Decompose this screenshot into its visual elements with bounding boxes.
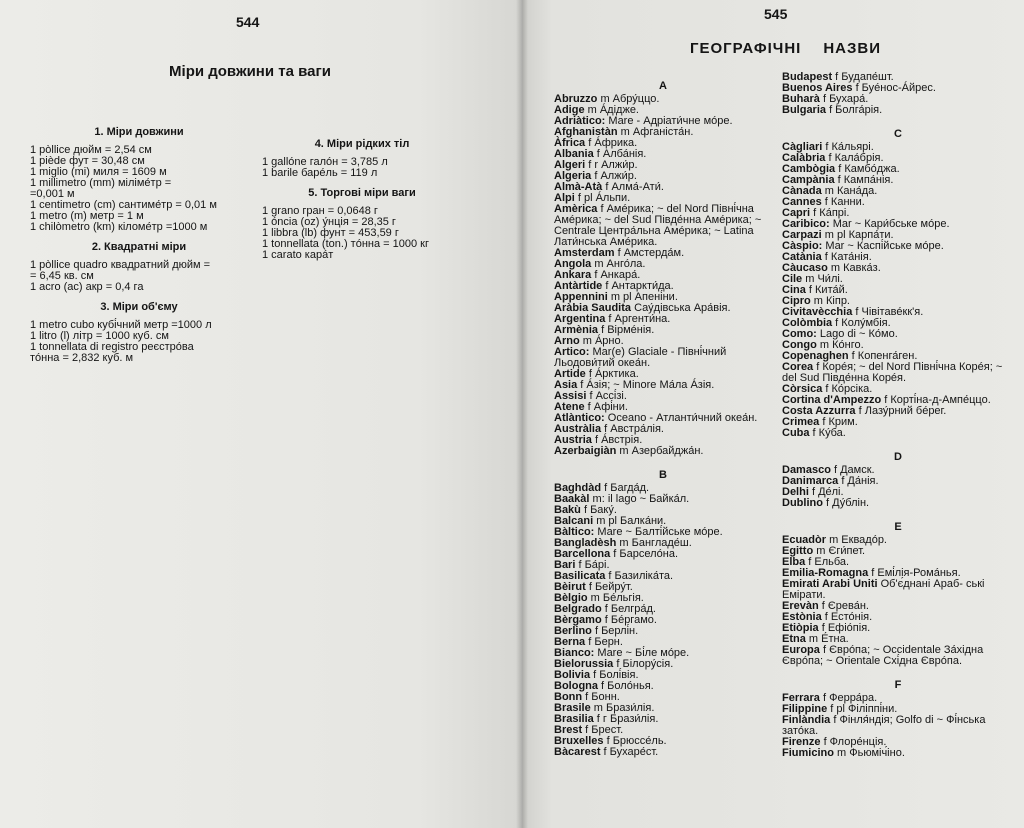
- group-spacer: [554, 758, 772, 768]
- entry-translation: f Ферра́ра.: [819, 692, 878, 704]
- entry-headword: Azerbaigiàn: [554, 445, 617, 457]
- entry-translation: m Кавка́з.: [827, 262, 881, 274]
- entry-translation: f Канни.: [821, 196, 865, 208]
- measure-line: 1 metro cubo кубі́чний метр =1000 л: [30, 319, 212, 331]
- entry-headword: Basilicata: [554, 570, 606, 582]
- entry-headword: Bèirut: [554, 581, 586, 593]
- entry-translation: m Абру́ццо.: [597, 93, 660, 105]
- group-spacer: [782, 116, 1014, 126]
- letter-heading: A: [659, 80, 667, 92]
- entry-headword: Elba: [782, 556, 806, 568]
- entry-translation: f Ка́прі.: [810, 207, 850, 219]
- group-spacer: [782, 759, 1014, 769]
- entry-headword: Emirati Arabi Uniti: [782, 578, 878, 590]
- entry-translation: f Дамск.: [830, 464, 875, 476]
- entry-headword: Catània: [782, 251, 822, 263]
- measure-line: 1 grano гран = 0,0648 г: [262, 205, 378, 217]
- entry-translation: Сау́дівська Ара́вія.: [631, 302, 731, 314]
- entry-headword: Adige: [554, 104, 585, 116]
- entry-headword: Armènia: [554, 324, 599, 336]
- measure-line: 1 chilòmetro (km) кіломе́тр =1000 м: [30, 221, 208, 233]
- book-gutter: [516, 0, 528, 828]
- measure-section: [30, 242, 248, 293]
- entry-headword: Berlino: [554, 625, 592, 637]
- entry-translation: f Базиліка́та.: [605, 570, 674, 582]
- entry-headword: Colòmbia: [782, 317, 833, 329]
- entry-headword: Arno: [554, 335, 580, 347]
- entry-headword: Belgrado: [554, 603, 602, 615]
- entry-headword: Cuba: [782, 427, 810, 439]
- entry-translation: f Корті́на-д-Ампе́ццо.: [881, 394, 991, 406]
- entry-headword: Appennini: [554, 291, 608, 303]
- entry-headword: Europa: [782, 644, 820, 656]
- entry-headword: Ankara: [554, 269, 592, 281]
- measure-line: =0,001 м: [30, 188, 75, 200]
- entry-headword: Estònia: [782, 611, 822, 623]
- entry-translation: Mar ~ Каспі́йське мóре.: [822, 240, 944, 252]
- entry-translation: f Де́лі.: [808, 486, 844, 498]
- entry-headword: Argentina: [554, 313, 606, 325]
- entry-headword: Crimea: [782, 416, 820, 428]
- entry-headword: Caribico:: [782, 218, 830, 230]
- entry-translation: m Анго́ла.: [591, 258, 646, 270]
- entry-translation: Mar(e) Glaciale - Півні́чний Льодови́тий океа́н.: [554, 346, 727, 369]
- entry-headword: Egitto: [782, 545, 814, 557]
- entry-translation: f Болі́вія.: [590, 669, 639, 681]
- entry-headword: Cina: [782, 284, 806, 296]
- entry-translation: f Бухара́.: [819, 93, 869, 105]
- entry-translation: m pl Карпа́ти.: [821, 229, 894, 241]
- entry-translation: f Брюссе́ль.: [603, 735, 667, 747]
- entry-translation: f Копенга́ген.: [848, 350, 918, 362]
- entry-headword: Etiòpia: [782, 622, 819, 634]
- dictionary-entry: [782, 579, 1014, 601]
- entry-translation: f г Брази́лія.: [593, 713, 659, 725]
- entry-translation: m Чи́лі.: [802, 273, 843, 285]
- measure-line: 1 gallóne галóн = 3,785 л: [262, 156, 388, 168]
- entry-translation: f Ассі́зі.: [586, 390, 627, 402]
- group-spacer: [782, 439, 1014, 449]
- entry-translation: f Амéрика; ~ del Nord Півні́чна Амéрика; ~ del Sud Півде́нна Амéрика; ~ Centrale Центра́льна Амéрика; ~ Latina Лати́нська Амéрика.: [554, 203, 762, 248]
- entry-translation: f Багда́д.: [601, 482, 650, 494]
- measure-line: 1 litro (l) літр = 1000 куб. см: [30, 330, 169, 342]
- measure-line: тóнна = 2,832 куб. м: [30, 352, 134, 364]
- measure-line: 1 tonnellata di registro реєстрóва: [30, 341, 194, 353]
- dictionary-entry: [782, 362, 1014, 384]
- measure-line: 1 piède фут = 30,48 см: [30, 155, 145, 167]
- entry-headword: Budapest: [782, 71, 833, 83]
- entry-headword: Amsterdam: [554, 247, 615, 259]
- entry-headword: Bàcarest: [554, 746, 601, 758]
- letter-heading: D: [894, 451, 902, 463]
- entry-translation: Mare - Адріати́чне мóре.: [605, 115, 733, 127]
- measure-section: [262, 188, 462, 261]
- dictionary-entry: [782, 645, 1014, 667]
- measure-line: 1 libbra (lb) фунт = 453,59 г: [262, 227, 399, 239]
- entry-translation: f Берн.: [585, 636, 623, 648]
- measure-line: = 6,45 кв. см: [30, 270, 94, 282]
- entry-translation: m Єги́пет.: [813, 545, 866, 557]
- entry-translation: f Белгра́д.: [601, 603, 656, 615]
- entry-headword: Fiumicino: [782, 747, 834, 759]
- entry-translation: m pl Балка́ни.: [593, 515, 667, 527]
- entry-headword: Almà-Atà: [554, 181, 603, 193]
- entry-translation: f Кита́й.: [805, 284, 848, 296]
- entry-headword: Cortina d'Ampezzo: [782, 394, 882, 406]
- measures-column-1: [30, 127, 248, 373]
- entry-headword: Antàrtide: [554, 280, 603, 292]
- entry-translation: m: il lago ~ Байка́л.: [589, 493, 690, 505]
- section-heading: 2. Квадратні міри: [91, 241, 187, 253]
- entry-translation: m pl Апені́ни.: [607, 291, 678, 303]
- entry-headword: Brasile: [554, 702, 591, 714]
- entry-headword: Bolivia: [554, 669, 591, 681]
- entry-headword: Etna: [782, 633, 806, 645]
- entry-translation: f Флоре́нція.: [820, 736, 887, 748]
- entry-translation: f Корéя; ~ del Nord Півні́чна Корéя; ~ del Sud Півде́нна Корéя.: [782, 361, 1003, 384]
- dictionary-entry: [782, 748, 1014, 759]
- entry-translation: f Бонн.: [582, 691, 620, 703]
- entry-translation: f Крим.: [819, 416, 858, 428]
- entry-headword: Cannes: [782, 196, 822, 208]
- entry-translation: f Лазу́рний бéрег.: [855, 405, 947, 417]
- entry-translation: f Фінля́ндія; Golfo di ~ Фі́нська зато́ка.: [782, 714, 986, 737]
- entry-translation: f Чівітавéкк'я.: [852, 306, 924, 318]
- section-heading: 4. Міри рідких тіл: [314, 138, 410, 150]
- entry-translation: m Еквадо́р.: [826, 534, 887, 546]
- entry-translation: f Ба́рі.: [575, 559, 610, 571]
- entry-translation: f Áзія; ~ Minore Ма́ла Áзія.: [577, 379, 715, 391]
- entry-translation: m Кана́да.: [821, 185, 878, 197]
- entry-translation: f Áвстрія.: [591, 434, 643, 446]
- entry-headword: Brasilia: [554, 713, 594, 725]
- entry-headword: Cipro: [782, 295, 811, 307]
- entry-translation: m Áдідже.: [584, 104, 639, 116]
- measure-line: 1 metro (m) метр = 1 м: [30, 210, 144, 222]
- entry-headword: Albania: [554, 148, 594, 160]
- entry-translation: f Будапе́шт.: [832, 71, 894, 83]
- entry-translation: f Да́нія.: [838, 475, 879, 487]
- entry-headword: Algeria: [554, 170, 592, 182]
- entry-translation: f Колу́мбія.: [832, 317, 891, 329]
- entry-headword: Balcani: [554, 515, 594, 527]
- measure-section: [30, 127, 248, 233]
- measure-line: 1 tonnellata (ton.) тóнна = 1000 кг: [262, 238, 429, 250]
- entry-translation: f Áрктика.: [585, 368, 639, 380]
- entry-translation: f Амстерда́м.: [614, 247, 685, 259]
- entry-translation: m Бангладе́ш.: [616, 537, 692, 549]
- entry-headword: Artico:: [554, 346, 590, 358]
- entry-translation: f Білору́сія.: [613, 658, 674, 670]
- entry-headword: Damasco: [782, 464, 831, 476]
- entry-headword: Como:: [782, 328, 817, 340]
- entry-translation: f Болга́рія.: [826, 104, 883, 116]
- entry-headword: Baghdàd: [554, 482, 602, 494]
- entry-headword: Cambògia: [782, 163, 836, 175]
- entry-translation: f Ду́блін.: [822, 497, 870, 509]
- entry-translation: f Вірмéнія.: [598, 324, 655, 336]
- entry-headword: Bakù: [554, 504, 581, 516]
- entry-headword: Baakàl: [554, 493, 590, 505]
- entry-translation: f Бухаре́ст.: [600, 746, 659, 758]
- entry-headword: Ferrara: [782, 692, 820, 704]
- entry-translation: m Бéльгія.: [587, 592, 644, 604]
- right-page: [522, 0, 1024, 828]
- group-spacer: [782, 667, 1014, 677]
- entry-translation: f Бéргамо.: [601, 614, 657, 626]
- entry-translation: Oceano - Атланти́чний океа́н.: [604, 412, 758, 424]
- entry-translation: m Брази́лія.: [590, 702, 655, 714]
- entry-translation: f Берлі́н.: [591, 625, 639, 637]
- entry-headword: Bologna: [554, 680, 598, 692]
- entry-translation: f Єврóпа; ~ Occidentale За́хідна Єврóпа; ~ Orientale Схі́дна Єврóпа.: [782, 644, 984, 667]
- section-heading: 5. Торгові міри ваги: [308, 187, 416, 199]
- measure-line: 1 óncia (oz) у́нція = 28,35 г: [262, 216, 396, 228]
- entry-headword: Càgliari: [782, 141, 823, 153]
- entry-headword: Emilia-Romagna: [782, 567, 869, 579]
- entry-headword: Bangladèsh: [554, 537, 617, 549]
- entry-headword: Buenos Aires: [782, 82, 853, 94]
- measure-line: 1 millimetro (mm) міліме́тр =: [30, 177, 172, 189]
- entry-translation: f Алба́нія.: [593, 148, 647, 160]
- entry-headword: Carpazi: [782, 229, 822, 241]
- entry-translation: f pl Філіппі́ни.: [827, 703, 898, 715]
- entry-headword: Adriàtico:: [554, 115, 606, 127]
- entry-headword: Algeri: [554, 159, 586, 171]
- entry-headword: Barcellona: [554, 548, 611, 560]
- entry-translation: f Есто́нія.: [821, 611, 873, 623]
- entry-translation: f r Алжи́р.: [585, 159, 638, 171]
- entry-headword: Cànada: [782, 185, 822, 197]
- entry-translation: f Антаркти́да.: [602, 280, 674, 292]
- entry-headword: Dublino: [782, 497, 823, 509]
- entry-headword: Artide: [554, 368, 586, 380]
- entry-headword: Abruzzo: [554, 93, 598, 105]
- dictionary-entry: [554, 347, 772, 369]
- measure-section: [262, 139, 462, 179]
- entry-translation: f Камбо́джа.: [835, 163, 900, 175]
- entry-translation: f Ефіо́пія.: [818, 622, 871, 634]
- entry-headword: Asia: [554, 379, 578, 391]
- entry-translation: f Алжи́р.: [591, 170, 637, 182]
- left-page-title: Міри довжини та ваги: [169, 63, 331, 80]
- dictionary-entry: [782, 498, 1014, 509]
- measure-line: 1 barile барéль = 119 л: [262, 167, 378, 179]
- entry-translation: m Áрно.: [579, 335, 624, 347]
- entry-translation: f Кала́брія.: [825, 152, 884, 164]
- entry-headword: Cile: [782, 273, 803, 285]
- entry-headword: Aràbia Saudita: [554, 302, 632, 314]
- entry-headword: Amèrica: [554, 203, 598, 215]
- entry-headword: Filippine: [782, 703, 828, 715]
- geo-column-1: [554, 78, 772, 768]
- entry-headword: Danimarca: [782, 475, 839, 487]
- measure-line: 1 pòllice quadro квадратний дюйм =: [30, 259, 211, 271]
- entry-translation: m Ко́нго.: [816, 339, 864, 351]
- entry-headword: Còrsica: [782, 383, 823, 395]
- entry-headword: Costa Azzurra: [782, 405, 856, 417]
- entry-headword: Afghanistàn: [554, 126, 618, 138]
- entry-headword: Bàltico:: [554, 526, 595, 538]
- entry-headword: Bulgaria: [782, 104, 827, 116]
- entry-headword: Copenaghen: [782, 350, 849, 362]
- measure-line: 1 miglio (mi) миля = 1609 м: [30, 166, 167, 178]
- entry-translation: f Áфрика.: [585, 137, 638, 149]
- measures-column-2: [262, 139, 462, 270]
- entry-headword: Firenze: [782, 736, 821, 748]
- entry-headword: Finlàndia: [782, 714, 831, 726]
- dictionary-entry: [554, 204, 772, 248]
- entry-translation: f Ко́рсіка.: [822, 383, 873, 395]
- letter-heading: B: [659, 469, 667, 481]
- entry-translation: f Алма́-Ати́.: [602, 181, 664, 193]
- entry-headword: Càspio:: [782, 240, 823, 252]
- entry-headword: Bielorussia: [554, 658, 614, 670]
- left-page-number: 544: [236, 14, 260, 30]
- entry-translation: f Афі́ни.: [584, 401, 628, 413]
- entry-translation: f Ката́нія.: [821, 251, 872, 263]
- right-page-title: [690, 40, 881, 57]
- entry-translation: f Бейру́т.: [585, 581, 633, 593]
- entry-headword: Angola: [554, 258, 592, 270]
- letter-heading: F: [894, 679, 902, 691]
- entry-translation: Mare ~ Бі́ле мóре.: [594, 647, 690, 659]
- group-spacer: [554, 457, 772, 467]
- dictionary-entry: [782, 105, 1014, 116]
- entry-headword: Erevàn: [782, 600, 819, 612]
- letter-heading: C: [894, 128, 902, 140]
- entry-headword: Corea: [782, 361, 814, 373]
- entry-translation: f Австра́лія.: [601, 423, 664, 435]
- entry-translation: f Барсело́на.: [610, 548, 679, 560]
- entry-translation: m Азербайджа́н.: [616, 445, 704, 457]
- entry-translation: m Афганіста́н.: [617, 126, 694, 138]
- entry-translation: f Ку́ба.: [809, 427, 846, 439]
- title-word-1: ГЕОГРАФІЧНІ: [690, 40, 802, 57]
- letter-heading: E: [894, 521, 902, 533]
- entry-headword: Bruxelles: [554, 735, 604, 747]
- geo-column-2: [782, 72, 1014, 769]
- entry-headword: Bonn: [554, 691, 583, 703]
- entry-translation: Lago di ~ Ко́мо.: [816, 328, 898, 340]
- entry-translation: m Кіпр.: [810, 295, 850, 307]
- entry-headword: Delhi: [782, 486, 809, 498]
- entry-headword: Ecuadòr: [782, 534, 827, 546]
- entry-headword: Austràlia: [554, 423, 602, 435]
- entry-headword: Congo: [782, 339, 817, 351]
- entry-headword: Bari: [554, 559, 576, 571]
- entry-headword: Assisi: [554, 390, 587, 402]
- entry-headword: Bèrgamo: [554, 614, 602, 626]
- entry-translation: f Єрева́н.: [818, 600, 869, 612]
- entry-translation: f Буéнос-Áйрес.: [852, 82, 936, 94]
- entry-headword: Buharà: [782, 93, 820, 105]
- entry-headword: Atene: [554, 401, 585, 413]
- entry-headword: Bianco:: [554, 647, 595, 659]
- entry-translation: Об'є́днані Араб- ські Емірати.: [782, 578, 985, 601]
- entry-headword: Campània: [782, 174, 835, 186]
- dictionary-entry: [554, 747, 772, 758]
- measure-line: 1 centimetro (cm) сантиме́тр = 0,01 м: [30, 199, 217, 211]
- dictionary-entry: [782, 715, 1014, 737]
- entry-translation: m Фьюміч́іно.: [833, 747, 905, 759]
- entry-translation: f Баку́.: [580, 504, 617, 516]
- entry-headword: Bèlgio: [554, 592, 588, 604]
- entry-translation: Mare ~ Балті́йське мóре.: [594, 526, 723, 538]
- entry-headword: Calàbria: [782, 152, 826, 164]
- measure-section: [30, 302, 248, 364]
- entry-headword: Austria: [554, 434, 592, 446]
- entry-translation: f Брест.: [582, 724, 624, 736]
- measure-line: 1 pòllice дюйм = 2,54 см: [30, 144, 152, 156]
- entry-headword: Capri: [782, 207, 811, 219]
- dictionary-entry: [782, 428, 1014, 439]
- section-heading: 3. Міри об'єму: [100, 301, 178, 313]
- entry-headword: Atlàntico:: [554, 412, 605, 424]
- entry-headword: Alpi: [554, 192, 575, 204]
- entry-translation: f Кампа́нія.: [834, 174, 894, 186]
- entry-headword: Civitavècchia: [782, 306, 853, 318]
- entry-translation: f Емі́лія-Рома́нья.: [868, 567, 961, 579]
- measure-line: 1 acro (ac) акр = 0,4 га: [30, 281, 144, 293]
- section-heading: 1. Міри довжини: [94, 126, 184, 138]
- right-page-number: 545: [764, 6, 788, 22]
- entry-translation: f pl Áльпи.: [574, 192, 631, 204]
- entry-headword: Càucaso: [782, 262, 828, 274]
- entry-translation: f Боло́нья.: [598, 680, 654, 692]
- dictionary-entry: [554, 446, 772, 457]
- group-spacer: [782, 509, 1014, 519]
- entry-headword: Brest: [554, 724, 583, 736]
- title-word-2: НАЗВИ: [823, 40, 882, 57]
- entry-translation: m Е́тна.: [805, 633, 849, 645]
- entry-headword: Àfrica: [554, 137, 586, 149]
- entry-translation: Mar ~ Кари́бське мóре.: [829, 218, 950, 230]
- entry-headword: Berna: [554, 636, 586, 648]
- entry-translation: f Аргенти́на.: [605, 313, 671, 325]
- entry-translation: f Ельба.: [805, 556, 850, 568]
- entry-translation: f Анкара́.: [591, 269, 641, 281]
- entry-translation: f Ка́льярі.: [822, 141, 874, 153]
- measure-line: 1 carato карáт: [262, 249, 334, 261]
